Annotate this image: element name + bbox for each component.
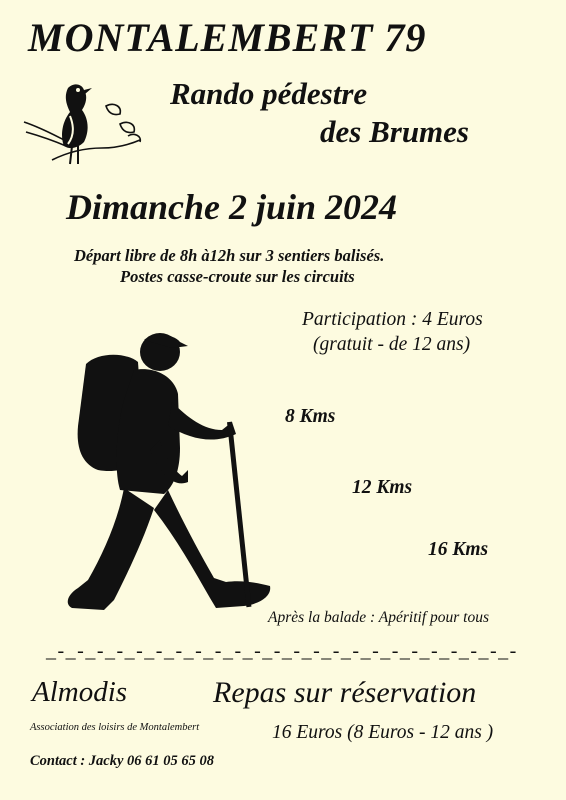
association-name: Association des loisirs de Montalembert [30,722,200,733]
participation-price: Participation : 4 Euros [302,309,483,330]
distance-12: 12 Kms [352,477,413,498]
organizer-name: Almodis [32,676,128,708]
subtitle-line-1: Rando pédestre [170,76,368,111]
distance-8: 8 Kms [285,406,336,427]
info-line-1: Départ libre de 8h à12h sur 3 sentiers balisés. [74,246,385,265]
distance-16: 16 Kms [428,539,489,560]
bird-illustration [22,76,154,176]
meal-price: 16 Euros (8 Euros - 12 ans ) [272,722,494,743]
info-line-2: Postes casse-croute sur les circuits [120,267,355,286]
meal-reservation: Repas sur réservation [213,676,477,709]
poster-title: MONTALEMBERT 79 [28,15,427,60]
contact-info: Contact : Jacky 06 61 05 65 08 [30,753,215,769]
participation-free-note: (gratuit - de 12 ans) [313,334,471,355]
divider: _-_-_-_-_-_-_-_-_-_-_-_-_-_-_-_-_-_-_-_-_-_-_-_- [46,640,518,662]
event-date: Dimanche 2 juin 2024 [66,187,398,227]
after-walk-note: Après la balade : Apéritif pour tous [268,609,490,626]
hiker-silhouette [64,330,279,625]
subtitle-line-2: des Brumes [320,114,469,149]
